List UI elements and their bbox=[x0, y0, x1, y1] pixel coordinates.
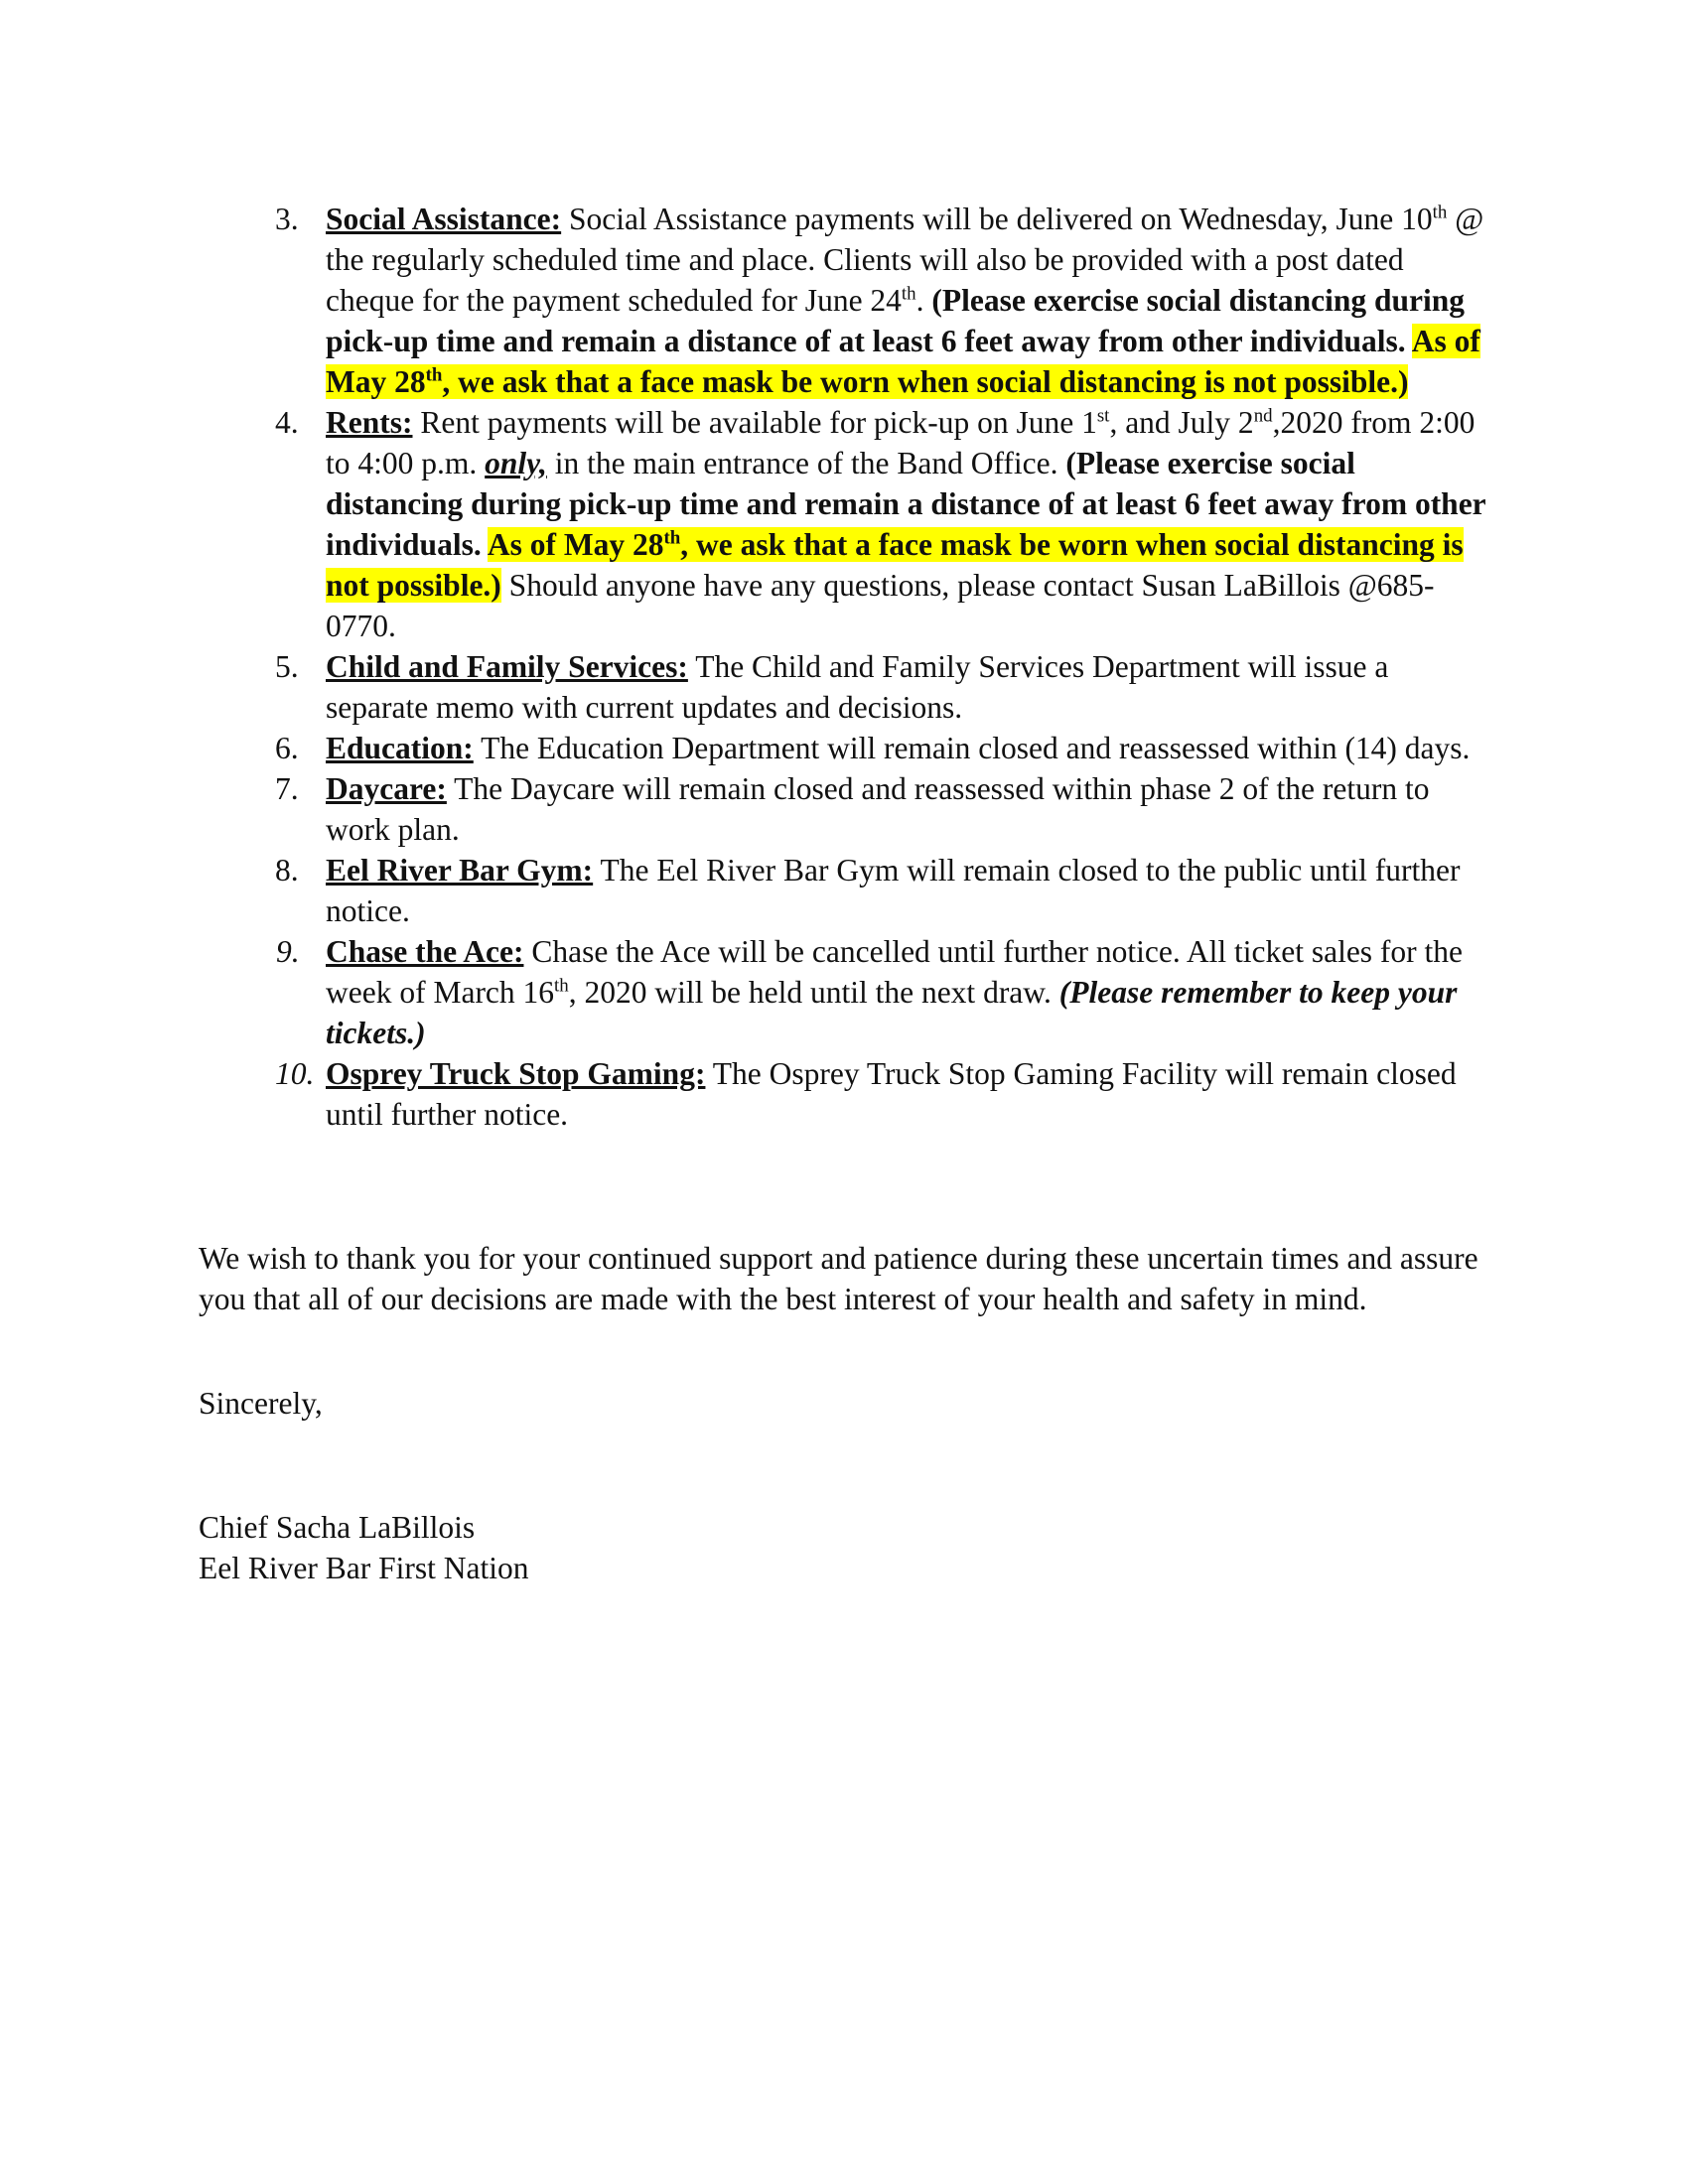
item-text: Social Assistance payments will be delivered on Wednesday, June 10 bbox=[561, 202, 1433, 236]
ordinal-suffix: th bbox=[1432, 202, 1448, 223]
bold-italic-note: (Please remember to keep your tickets.) bbox=[326, 975, 1458, 1050]
list-item-education bbox=[199, 728, 1489, 768]
ordinal-suffix: th bbox=[901, 283, 916, 305]
item-text: in the main entrance of the Band Office. bbox=[546, 446, 1066, 480]
item-number: 6. bbox=[275, 731, 299, 765]
ordinal-suffix: nd bbox=[1253, 405, 1273, 427]
ordinal-suffix: th bbox=[554, 975, 569, 997]
list-item-rents bbox=[199, 402, 1489, 646]
item-text: . bbox=[915, 283, 932, 318]
list-item-child-family-services bbox=[199, 646, 1489, 728]
item-heading: Osprey Truck Stop Gaming: bbox=[326, 1056, 706, 1091]
highlighted-notice: As of May 28th, we ask that a face mask be worn when social distancing is not possible.) bbox=[326, 527, 1464, 603]
item-text: The Daycare will remain closed and reassessed within phase 2 of the return to work plan. bbox=[326, 771, 1430, 847]
bold-notice: (Please exercise social distancing during pick-up time and remain a distance of at least 6 feet away from other individuals. bbox=[326, 446, 1486, 562]
item-number: 4. bbox=[275, 405, 299, 440]
item-heading: Social Assistance: bbox=[326, 202, 562, 236]
list-item-chase-the-ace bbox=[199, 931, 1489, 1053]
list-item-osprey-gaming bbox=[199, 1053, 1489, 1135]
list-item-gym bbox=[199, 850, 1489, 931]
closing-paragraph: We wish to thank you for your continued support and patience during these uncertain times and assure you that all of our decisions are made with the best interest of your health and safety in mind. bbox=[199, 1241, 1478, 1316]
numbered-list bbox=[199, 199, 1489, 1135]
signature-block bbox=[199, 1507, 528, 1588]
item-text: , 2020 will be held until the next draw. bbox=[568, 975, 1059, 1010]
item-number: 8. bbox=[275, 853, 299, 887]
item-text: The Education Department will remain closed and reassessed within (14) days. bbox=[473, 731, 1471, 765]
item-heading: Child and Family Services: bbox=[326, 649, 688, 684]
item-heading: Education: bbox=[326, 731, 474, 765]
item-number: 3. bbox=[275, 202, 299, 236]
item-text: The Eel River Bar Gym will remain closed to the public until further notice. bbox=[326, 853, 1461, 928]
item-heading: Eel River Bar Gym: bbox=[326, 853, 594, 887]
list-item-daycare bbox=[199, 768, 1489, 850]
list-item-social-assistance bbox=[199, 199, 1489, 402]
item-number: 5. bbox=[275, 649, 299, 684]
signer-name: Chief Sacha LaBillois bbox=[199, 1510, 476, 1545]
item-text: Rent payments will be available for pick-up on June 1 bbox=[412, 405, 1097, 440]
item-heading: Chase the Ace: bbox=[326, 934, 524, 969]
item-text: Should anyone have any questions, please contact Susan LaBillois @685-0770. bbox=[326, 568, 1435, 643]
item-text: , and July 2 bbox=[1109, 405, 1254, 440]
item-text: Chase the Ace will be cancelled until further notice. All ticket sales for the week of March 16 bbox=[326, 934, 1464, 1010]
sign-off: Sincerely, bbox=[199, 1386, 323, 1421]
highlighted-notice: As of May 28th, we ask that a face mask be worn when social distancing is not possible.) bbox=[326, 324, 1480, 399]
item-text: The Child and Family Services Department will issue a separate memo with current updates and decisions. bbox=[326, 649, 1389, 725]
item-number: 7. bbox=[275, 771, 299, 806]
signer-organization: Eel River Bar First Nation bbox=[199, 1551, 529, 1585]
emphasis-only: only, bbox=[485, 446, 547, 480]
ordinal-suffix: st bbox=[1096, 405, 1110, 427]
item-text: ,2020 from 2:00 to 4:00 p.m. bbox=[326, 405, 1476, 480]
item-heading: Rents: bbox=[326, 405, 413, 440]
item-text: The Osprey Truck Stop Gaming Facility will remain closed until further notice. bbox=[326, 1056, 1457, 1132]
bold-notice: (Please exercise social distancing during pick-up time and remain a distance of at least 6 feet away from other individuals. bbox=[326, 283, 1465, 358]
item-heading: Daycare: bbox=[326, 771, 447, 806]
item-text: @ the regularly scheduled time and place. Clients will also be provided with a post dated cheque for the payment scheduled for June 24 bbox=[326, 202, 1484, 318]
item-number: 9. bbox=[276, 934, 300, 969]
item-number: 10. bbox=[275, 1056, 315, 1091]
